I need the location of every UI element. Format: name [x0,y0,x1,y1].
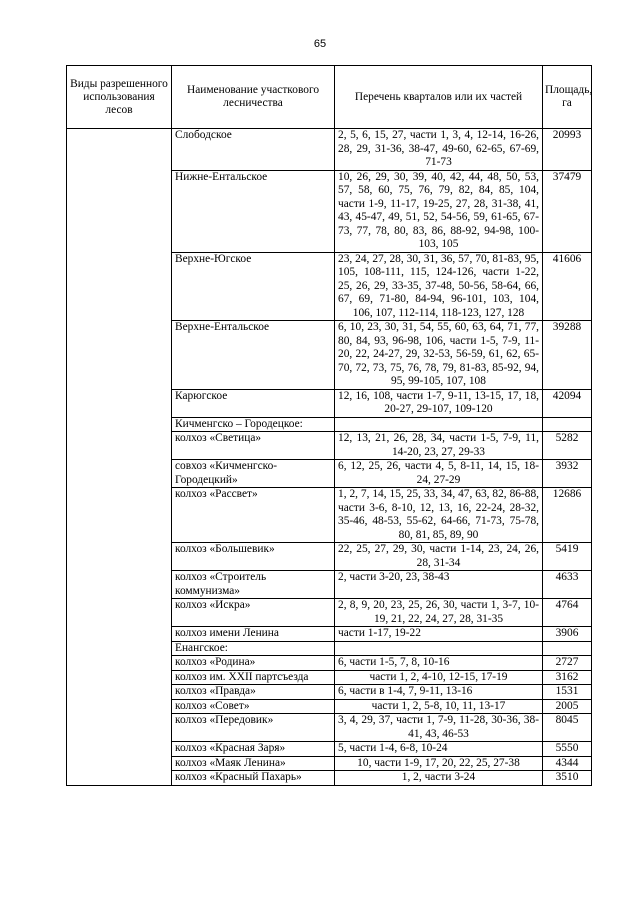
area-cell: 3906 [543,627,592,642]
forestry-name-cell: колхоз «Красный Пахарь» [172,771,335,786]
forestry-name-cell: Кичменгско – Городецкое: [172,417,335,432]
forestry-name-cell: колхоз «Передовик» [172,714,335,742]
quarters-cell: 2, части 3-20, 23, 38-43 [335,571,543,599]
quarters-cell: 23, 24, 27, 28, 30, 31, 36, 57, 70, 81-83, 95, 105, 108-111, 115, 124-126, части 1-22, 25, 26, 29, 33-35, 37-48, 50-56, 58-64, 66, 67, 69, 71-80, 84-94, 96-101, 103, 104, 106, 107, 112-114, 118-123, 127, 128 [335,252,543,321]
area-cell: 20993 [543,129,592,171]
quarters-cell: 12, 16, 108, части 1-7, 9-11, 13-15, 17, 18, 20-27, 29-107, 109-120 [335,389,543,417]
area-cell: 5550 [543,742,592,757]
forestry-name-cell: колхоз им. XXII партсъезда [172,670,335,685]
quarters-cell: части 1, 2, 4-10, 12-15, 17-19 [335,670,543,685]
forestry-name-cell: колхоз «Правда» [172,685,335,700]
quarters-cell: 6, части 1-5, 7, 8, 10-16 [335,656,543,671]
quarters-cell [335,641,543,656]
area-cell [543,417,592,432]
forestry-name-cell: Карюгское [172,389,335,417]
land-use-cell [67,129,172,786]
quarters-cell: 1, 2, части 3-24 [335,771,543,786]
forest-quarters-table [66,65,592,786]
quarters-cell: 6, 12, 25, 26, части 4, 5, 8-11, 14, 15, 18-24, 27-29 [335,460,543,488]
area-cell: 12686 [543,488,592,543]
forestry-name-cell: совхоз «Кичменгско-Городецкий» [172,460,335,488]
forestry-name-cell: колхоз «Маяк Ленина» [172,756,335,771]
forestry-name-cell: колхоз «Строитель коммунизма» [172,571,335,599]
quarters-cell [335,417,543,432]
quarters-cell: 10, части 1-9, 17, 20, 22, 25, 27-38 [335,756,543,771]
page-number: 65 [313,38,327,50]
quarters-cell: 3, 4, 29, 37, части 1, 7-9, 11-28, 30-36, 38-41, 43, 46-53 [335,714,543,742]
area-cell: 4344 [543,756,592,771]
quarters-cell: 22, 25, 27, 29, 30, части 1-14, 23, 24, 26, 28, 31-34 [335,543,543,571]
quarters-cell: 6, части в 1-4, 7, 9-11, 13-16 [335,685,543,700]
forestry-name-cell: колхоз имени Ленина [172,627,335,642]
forestry-name-cell: колхоз «Большевик» [172,543,335,571]
forestry-name-cell: Верхне-Югское [172,252,335,321]
forestry-name-cell: колхоз «Совет» [172,699,335,714]
forestry-name-cell: Слободское [172,129,335,171]
quarters-cell: 5, части 1-4, 6-8, 10-24 [335,742,543,757]
quarters-cell: 10, 26, 29, 30, 39, 40, 42, 44, 48, 50, 53, 57, 58, 60, 75, 76, 79, 82, 84, 85, 104, части 1-9, 11-17, 19-25, 27, 28, 31-38, 41, 43, 45-47, 49, 51, 52, 54-56, 59, 61-65, 67-73, 77, 78, 80, 83, 86, 88-92, 94-98, 100-103, 105 [335,170,543,252]
area-cell: 8045 [543,714,592,742]
area-cell: 4633 [543,571,592,599]
area-cell: 39288 [543,321,592,390]
header-area: Площадь, га [543,66,592,129]
header-land-use: Виды разрешенного использования лесов [67,66,172,129]
quarters-cell: 12, 13, 21, 26, 28, 34, части 1-5, 7-9, 11, 14-20, 23, 27, 29-33 [335,432,543,460]
table-body [67,129,592,786]
forestry-name-cell: Нижне-Ентальское [172,170,335,252]
forestry-name-cell: Верхне-Ентальское [172,321,335,390]
forestry-name-cell: колхоз «Родина» [172,656,335,671]
area-cell: 41606 [543,252,592,321]
header-quarters-list: Перечень кварталов или их частей [335,66,543,129]
area-cell: 4764 [543,599,592,627]
area-cell [543,641,592,656]
area-cell: 3162 [543,670,592,685]
table-header-row [67,66,592,129]
area-cell: 1531 [543,685,592,700]
area-cell: 3510 [543,771,592,786]
quarters-cell: части 1, 2, 5-8, 10, 11, 13-17 [335,699,543,714]
forestry-name-cell: колхоз «Рассвет» [172,488,335,543]
forestry-name-cell: колхоз «Красная Заря» [172,742,335,757]
quarters-cell: 2, 8, 9, 20, 23, 25, 26, 30, части 1, 3-7, 10-19, 21, 22, 24, 27, 28, 31-35 [335,599,543,627]
quarters-cell: 2, 5, 6, 15, 27, части 1, 3, 4, 12-14, 16-26, 28, 29, 31-36, 38-47, 49-60, 62-65, 67-69, 71-73 [335,129,543,171]
header-forestry-name: Наименование участкового лесничества [172,66,335,129]
table-row [67,129,592,171]
area-cell: 5282 [543,432,592,460]
area-cell: 2005 [543,699,592,714]
area-cell: 3932 [543,460,592,488]
area-cell: 5419 [543,543,592,571]
area-cell: 37479 [543,170,592,252]
area-cell: 2727 [543,656,592,671]
quarters-cell: 6, 10, 23, 30, 31, 54, 55, 60, 63, 64, 71, 77, 80, 84, 93, 96-98, 106, части 1-5, 7-9, 11-20, 22, 24-27, 29, 32-53, 56-59, 61, 62, 65-70, 72, 73, 75, 76, 78, 79, 81-83, 85-92, 94, 95, 99-105, 107, 108 [335,321,543,390]
forestry-name-cell: Енангское: [172,641,335,656]
forestry-name-cell: колхоз «Искра» [172,599,335,627]
area-cell: 42094 [543,389,592,417]
forestry-name-cell: колхоз «Светица» [172,432,335,460]
quarters-cell: части 1-17, 19-22 [335,627,543,642]
quarters-cell: 1, 2, 7, 14, 15, 25, 33, 34, 47, 63, 82, 86-88, части 3-6, 8-10, 12, 13, 16, 22-24, 28-32, 35-46, 48-53, 55-62, 64-66, 71-73, 75-78, 80, 81, 85, 89, 90 [335,488,543,543]
